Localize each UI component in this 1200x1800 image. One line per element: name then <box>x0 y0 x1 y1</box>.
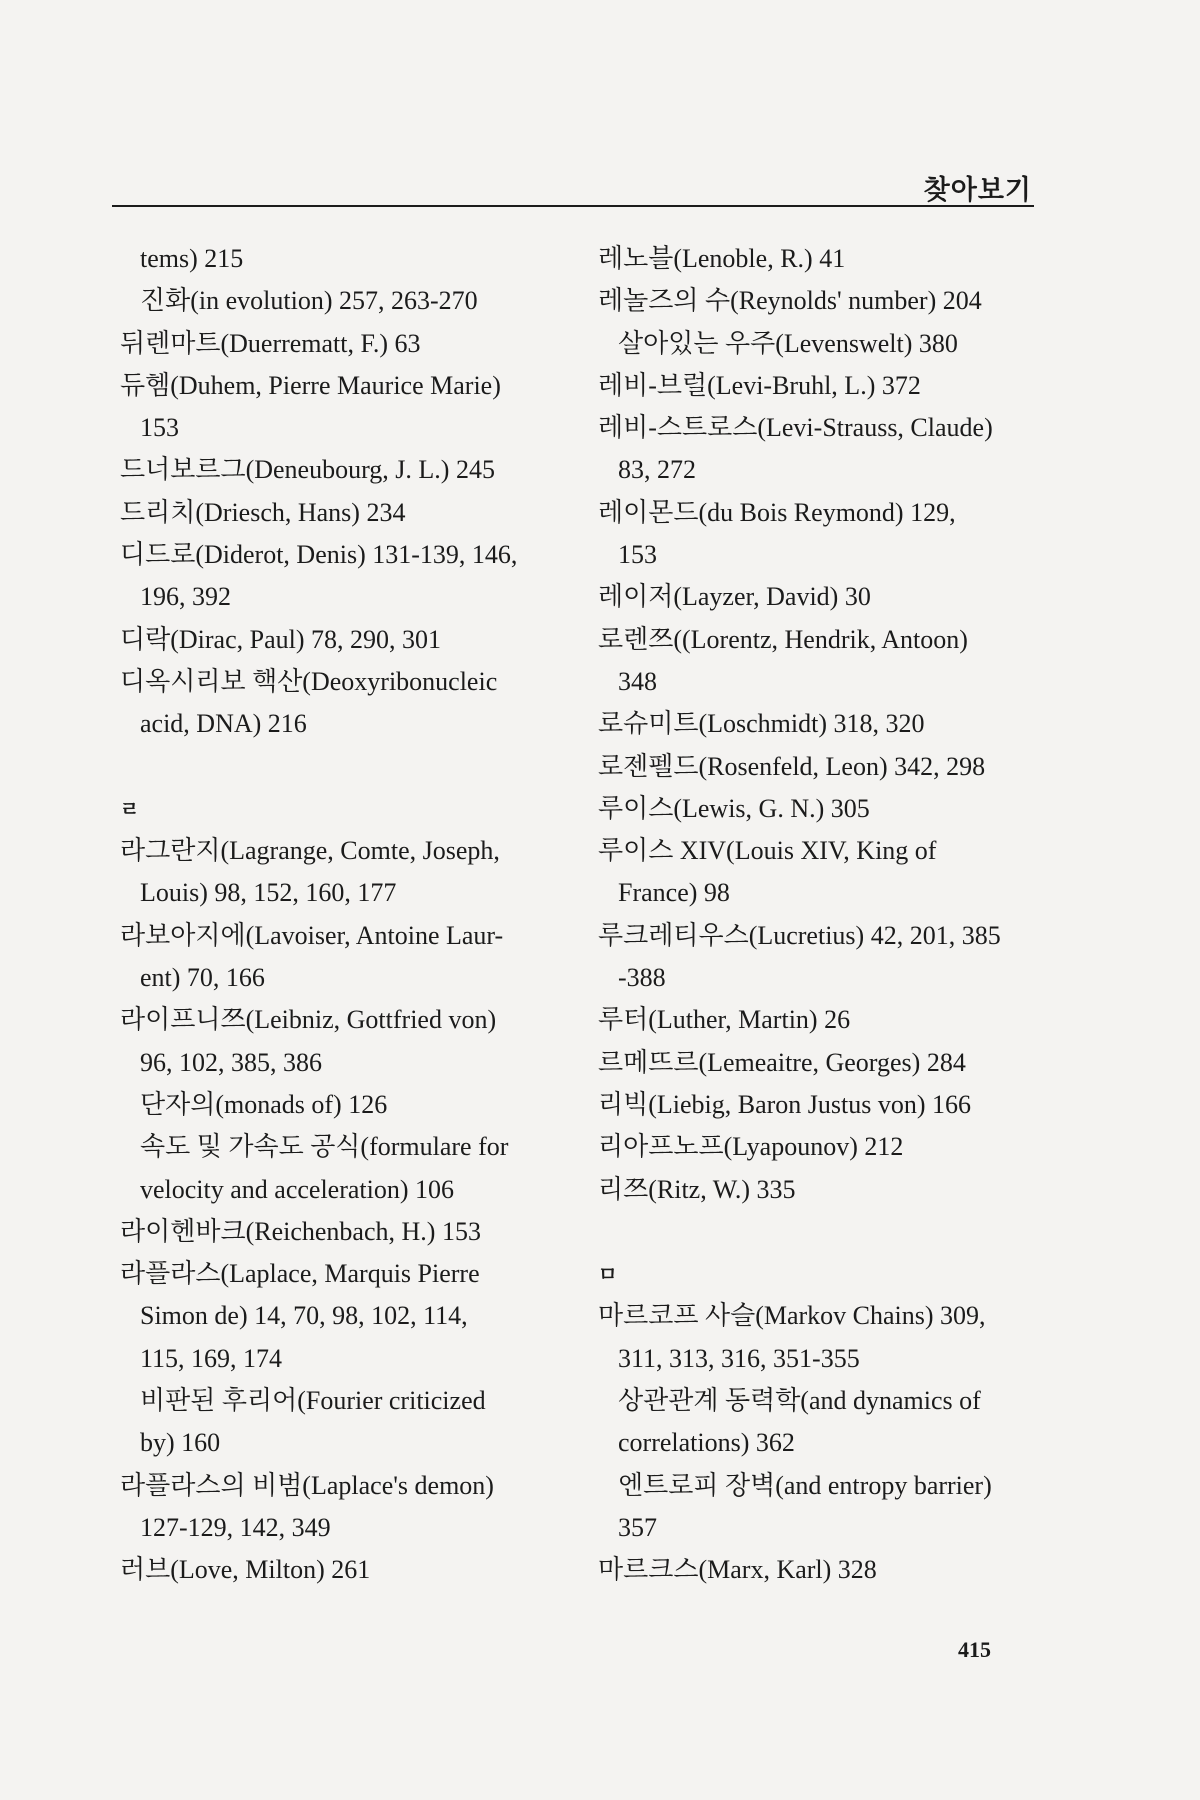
index-entry: 라플라스의 비범(Laplace's demon) <box>120 1470 494 1500</box>
index-entry: 리쯔(Ritz, W.) 335 <box>598 1174 796 1204</box>
index-entry: 115, 169, 174 <box>140 1343 283 1373</box>
index-entry: 디드로(Diderot, Denis) 131-139, 146, <box>120 540 518 570</box>
index-entry: 단자의(monads of) 126 <box>140 1089 388 1119</box>
blank-line <box>120 746 560 788</box>
index-entry: by) 160 <box>140 1428 221 1458</box>
index-entry: 348 <box>618 666 657 696</box>
section-letter: ㅁ <box>598 1262 618 1287</box>
index-entry: 311, 313, 316, 351-355 <box>618 1343 860 1373</box>
index-entry: 83, 272 <box>618 455 696 485</box>
index-entry: 리빅(Liebig, Baron Justus von) 166 <box>598 1089 972 1119</box>
index-entry: 리아프노프(Lyapounov) 212 <box>598 1132 904 1162</box>
index-entry: velocity and acceleration) 106 <box>140 1174 455 1204</box>
index-entry: 라그란지(Lagrange, Comte, Joseph, <box>120 836 500 866</box>
index-entry: 로렌쯔((Lorentz, Hendrik, Antoon) <box>598 624 968 654</box>
index-entry: 라이헨바크(Reichenbach, H.) 153 <box>120 1216 481 1246</box>
index-entry: 로슈미트(Loschmidt) 318, 320 <box>598 709 925 739</box>
index-entry: 153 <box>618 540 657 570</box>
index-entry: 레비-브럴(Levi-Bruhl, L.) 372 <box>598 370 921 400</box>
index-entry: 96, 102, 385, 386 <box>140 1047 322 1077</box>
index-entry: 속도 및 가속도 공식(formulare for <box>140 1132 509 1162</box>
index-entry: 357 <box>618 1512 657 1542</box>
index-entry: 라이프니쯔(Leibniz, Gottfried von) <box>120 1005 497 1035</box>
index-entry: 레비-스트로스(Levi-Strauss, Claude) <box>598 413 993 443</box>
index-entry: 153 <box>140 413 179 443</box>
index-entry: 루터(Luther, Martin) 26 <box>598 1005 851 1035</box>
index-entry: 드너보르그(Deneubourg, J. L.) 245 <box>120 455 495 485</box>
index-column-right <box>598 238 1038 1592</box>
index-entry: 러브(Love, Milton) 261 <box>120 1555 371 1585</box>
index-entry: 레이저(Layzer, David) 30 <box>598 582 871 612</box>
index-entry: 엔트로피 장벽(and entropy barrier) <box>618 1470 992 1500</box>
page-number: 415 <box>958 1637 991 1662</box>
index-entry: 루크레티우스(Lucretius) 42, 201, 385 <box>598 920 1001 950</box>
index-entry: -388 <box>618 963 666 993</box>
index-entry: 레놀즈의 수(Reynolds' number) 204 <box>598 286 982 316</box>
index-entry: Simon de) 14, 70, 98, 102, 114, <box>140 1301 468 1331</box>
index-entry: 루이스 XIV(Louis XIV, King of <box>598 836 937 866</box>
index-entry: France) 98 <box>618 878 730 908</box>
index-entry: acid, DNA) 216 <box>140 709 307 739</box>
index-entry: 디옥시리보 핵산(Deoxyribonucleic <box>120 666 498 696</box>
index-entry: 마르크스(Marx, Karl) 328 <box>598 1555 877 1585</box>
index-entry: 루이스(Lewis, G. N.) 305 <box>598 793 870 823</box>
index-entry: 196, 392 <box>140 582 231 612</box>
index-entry: 라플라스(Laplace, Marquis Pierre <box>120 1259 480 1289</box>
index-entry: 127-129, 142, 349 <box>140 1512 331 1542</box>
header-rule <box>112 205 1034 207</box>
index-entry: 레이몬드(du Bois Reymond) 129, <box>598 497 956 527</box>
index-entry: 르메뜨르(Lemeaitre, Georges) 284 <box>598 1047 966 1077</box>
section-letter: ㄹ <box>120 796 140 821</box>
index-entry: 진화(in evolution) 257, 263-270 <box>140 286 478 316</box>
index-entry: 비판된 후리어(Fourier criticized <box>140 1386 486 1416</box>
index-entry: ent) 70, 166 <box>140 963 265 993</box>
index-entry: correlations) 362 <box>618 1428 795 1458</box>
index-entry: 마르코프 사슬(Markov Chains) 309, <box>598 1301 986 1331</box>
running-header-title: 찾아보기 <box>923 175 1032 206</box>
blank-line <box>598 1211 1038 1253</box>
index-entry: 상관관계 동력학(and dynamics of <box>618 1386 981 1416</box>
index-entry: 드리치(Driesch, Hans) 234 <box>120 497 406 527</box>
index-entry: Louis) 98, 152, 160, 177 <box>140 878 397 908</box>
index-entry: tems) 215 <box>140 244 244 273</box>
index-entry: 살아있는 우주(Levenswelt) 380 <box>618 328 958 358</box>
index-column-left <box>120 238 560 1592</box>
index-entry: 듀헴(Duhem, Pierre Maurice Marie) <box>120 370 501 400</box>
index-entry: 뒤렌마트(Duerrematt, F.) 63 <box>120 328 421 358</box>
index-entry: 로젠펠드(Rosenfeld, Leon) 342, 298 <box>598 751 986 781</box>
index-entry: 디락(Dirac, Paul) 78, 290, 301 <box>120 624 442 654</box>
index-entry: 레노블(Lenoble, R.) 41 <box>598 244 846 273</box>
index-entry: 라보아지에(Lavoiser, Antoine Laur- <box>120 920 504 950</box>
